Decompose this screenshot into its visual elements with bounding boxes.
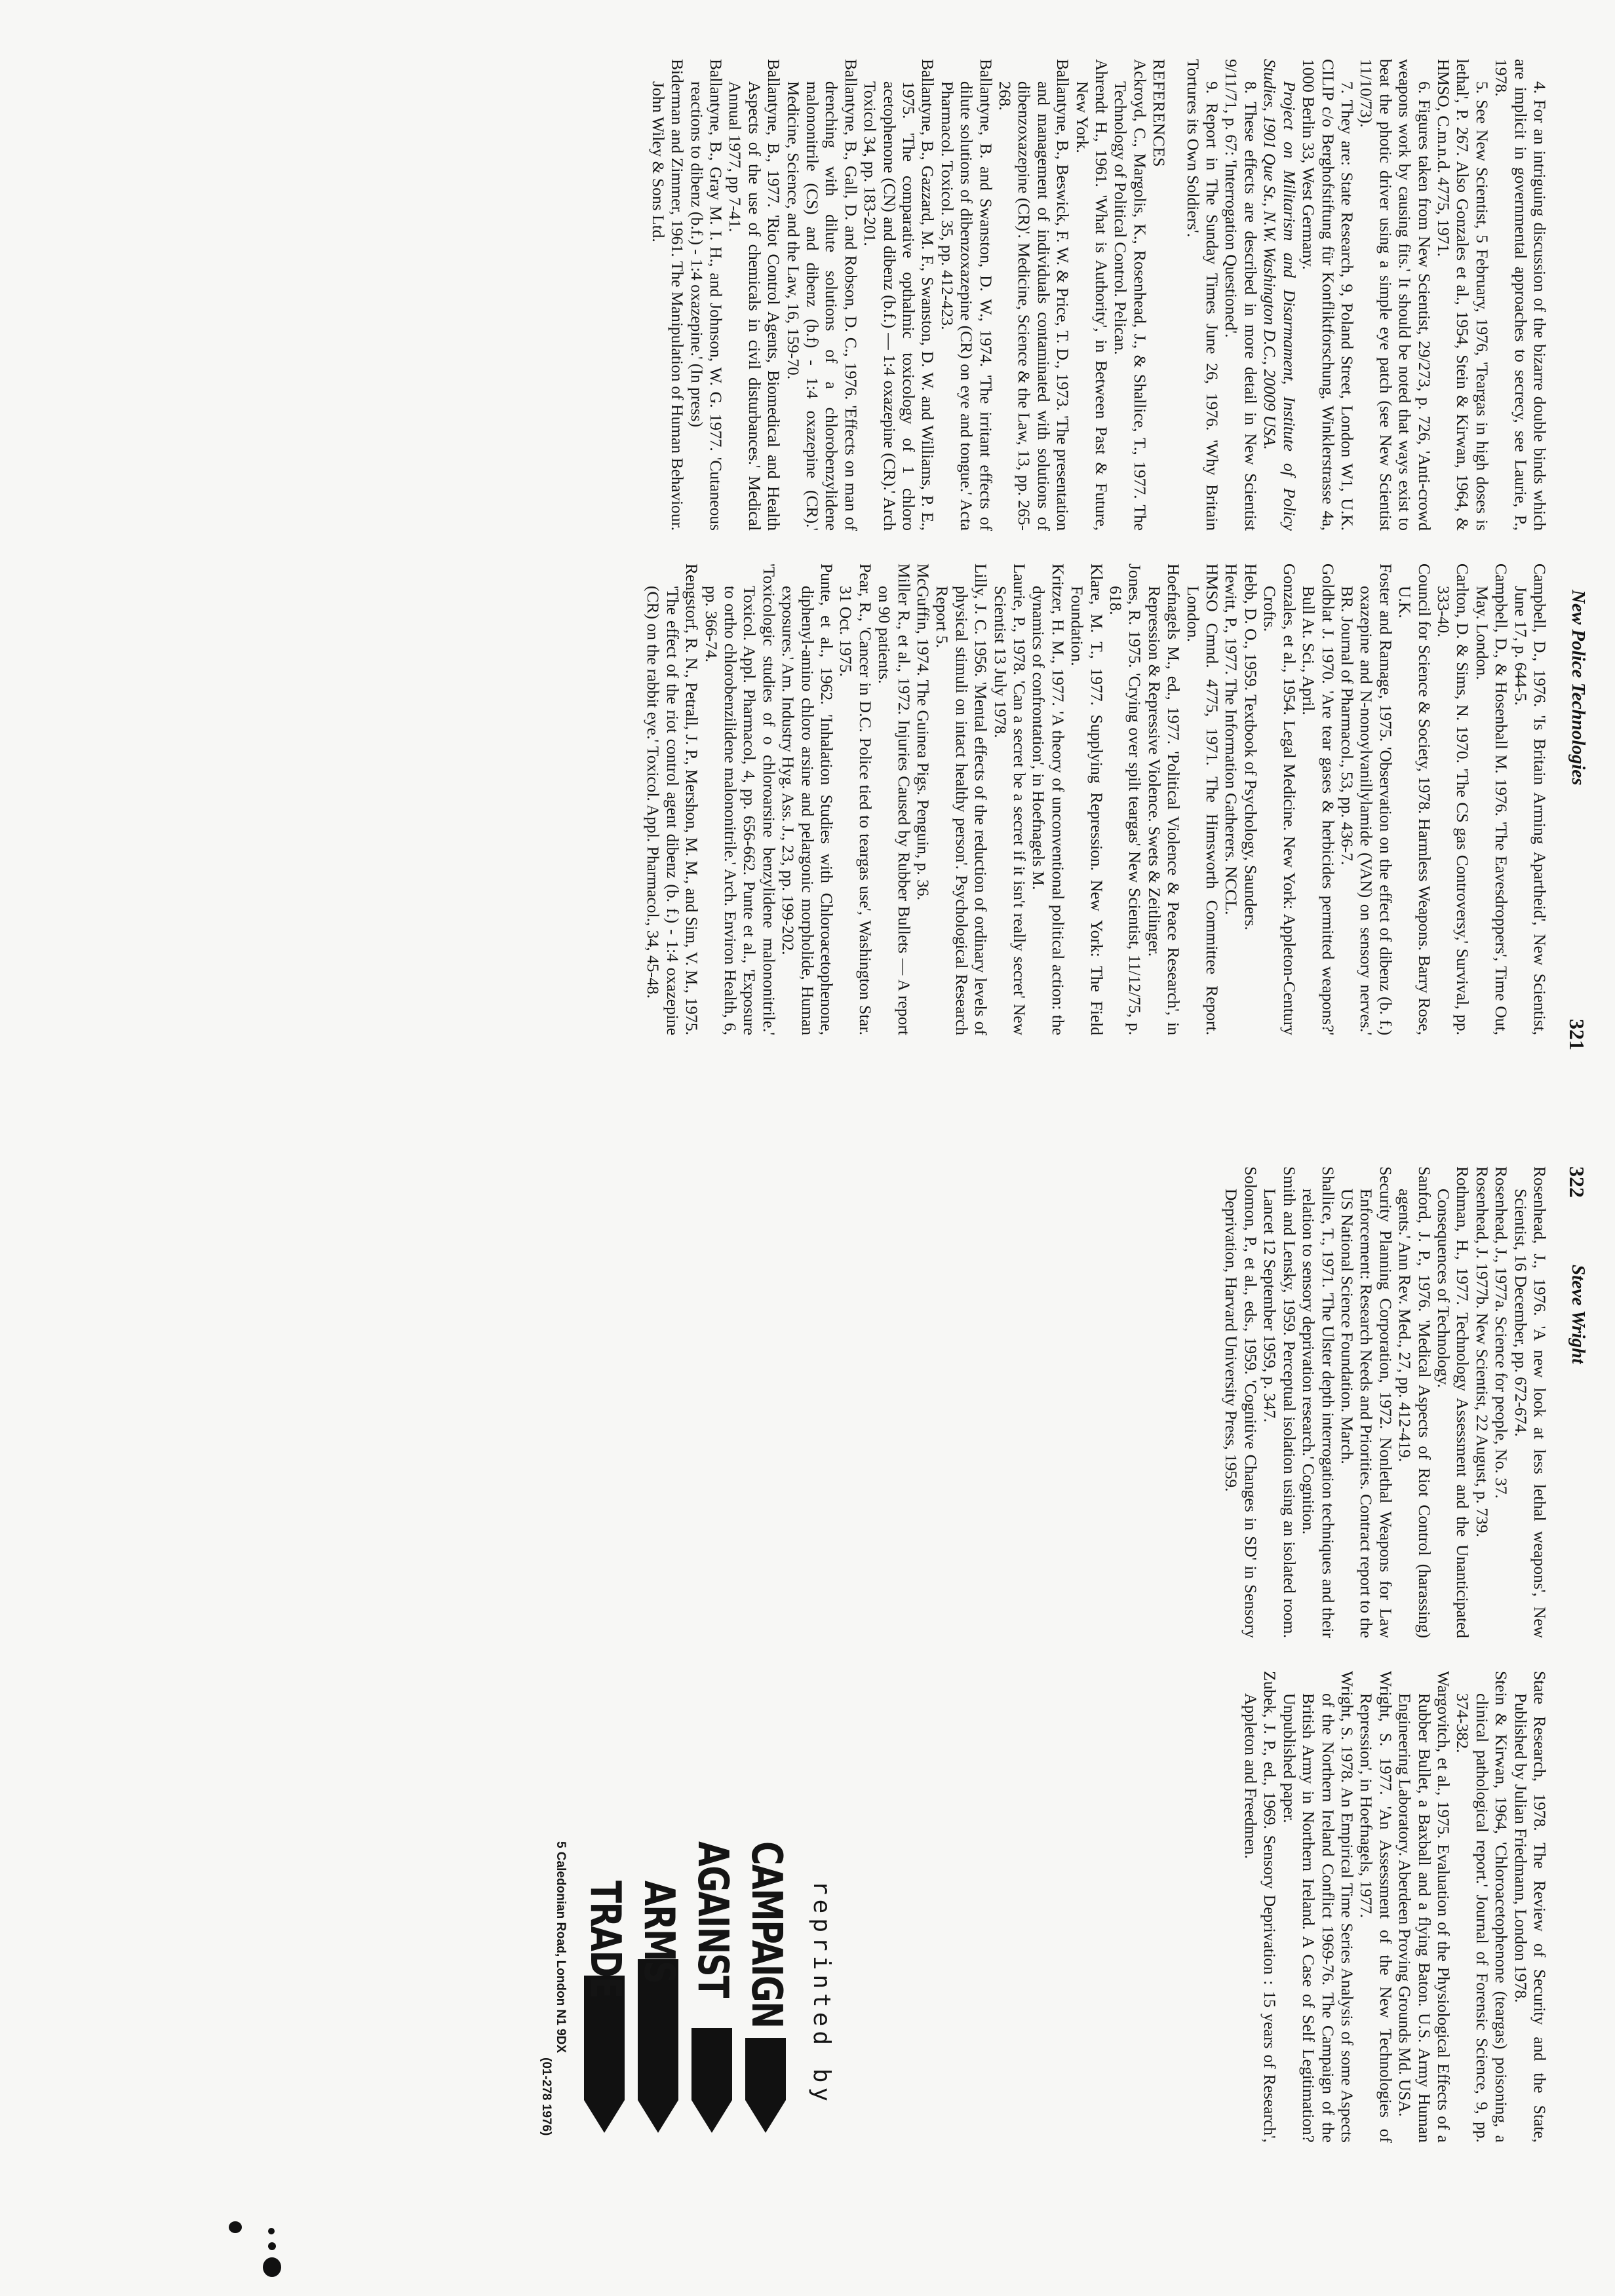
reference-entry: Ballantyne, B., Beswick, F. W. & Price, T. D., 1973. 'The presentation and management of individuals contaminated with solutions of dibenzoxazepine (CR)'. Medicine, Science & the Law, 13, pp. 265-268. [996, 59, 1073, 531]
running-head-left [1567, 590, 1589, 786]
references-heading: REFERENCES [1150, 59, 1169, 168]
references-column-4 [1241, 1671, 1550, 2143]
logo-line-1: CAMPAIGN [742, 1841, 790, 2028]
caat-address [539, 1841, 568, 2135]
reference-entry: Jones, R. 1975. 'Crying over spilt teargas' New Scientist, 11/12/75, p. 618. [1106, 564, 1145, 1035]
footnote: 5. See New Scientist, 5 February, 1976, 'Teargas in high doses is lethal', P. 267. Also Gonzales et al., 1954, Stein & Kirwan, 1964, & HMSO, C.m.n.d. 4775, 1971. [1433, 59, 1492, 531]
reference-entry: Rosenhead, J., 1976. 'A new look at less lethal weapons', New Scientist, 16 December, pp. 672-674. [1511, 1166, 1549, 1638]
phone-number: (01-278 1976) [539, 2057, 553, 2136]
logo-line-4: TRADE [581, 1881, 629, 1998]
reference-entry: Smith and Lensky, 1959. Perceptual isolation using an isolated room. Lancet 12 September 1959, p. 347. [1260, 1166, 1299, 1638]
address-line: 5 Caledonian Road, London N1 9DX [554, 1841, 568, 2054]
reference-entry: Sanford, J. P., 1976. 'Medical Aspects of Riot Control (harassing) agents.' Ann Rev. Med., 27, pp. 412-419. [1395, 1166, 1434, 1638]
reference-entry: Solomon, P., et al., eds., 1959. 'Cognitive Changes in SD' in Sensory Deprivation, Harvard University Press, 1959. [1222, 1166, 1260, 1638]
reference-entry: Goldblat J. 1970. 'Are tear gases & herbicides permitted weapons?' Bull At. Sci., April. [1299, 564, 1338, 1035]
footnote: 9. Report in The Sunday Times June 26, 1976. 'Why Britain Tortures its Own Soldiers'. [1183, 59, 1222, 531]
reference-entry: Shallice, T., 1971. 'The Ulster depth interrogation techniques and their relation to sensory deprivation research.' Cognition. [1299, 1166, 1338, 1638]
reference-entry: Zubek, J. P., ed., 1969. Sensory Deprivation : 15 years of Research', Appleton and Freedmen. [1241, 1671, 1280, 2143]
running-head-author: Steve Wright [1568, 1265, 1589, 1364]
reference-entry: Lilly, J. C. 1956. 'Mental effects of the reduction of ordinary levels of physical stimuli on intact healthy person'. Psychological Research Report 5. [933, 564, 991, 1035]
reference-entry: Punte, et al., 1962. 'Inhalation Studies with Chloroacetophenone, diphenyl-amino chloro arsine and pelargonic morpholide, Human exposures.' Am. Industry Hyg. Ass. J., 23, pp. 199-202. [779, 564, 836, 1035]
reference-entry: Ballantyne, B., Gazzard, M. F., Swanston, D. W. and Williams, P. E., 1975. 'The comparative opthalmic toxicology of 1 chloro acetophenone (CN) and dibenz (b.f.) — 1:4 oxazepine (CR).' Arch Toxicol 34, pp. 183-201. [861, 59, 938, 531]
logo-line-2: AGAINST [688, 1841, 737, 1997]
reference-entry: Hewitt, P., 1977. The Information Gatherers. NCCL. [1222, 564, 1241, 915]
footnote: 8. These effects are described in more detail in New Scientist 9/11/71, p. 67: 'Interrogation Questioned'. [1222, 59, 1260, 531]
reference-entry: Ballantyne, B., Gall, D. and Robson, D. C., 1976. 'Effects on man of drenching with dilute solutions of a chlorobenzylidene malononitrile (CS) and dibenz (b.f) - 1:4 oxazepine (CR).' Medicine, Science, and the Law, 16, 159-70. [783, 59, 861, 531]
reference-entry: Rengstorf, R. N., Petrall, J. P., Mershon, M. M., and Sim, V. M., 1975. 'The effect of the riot control agent dibenz (b. f.) - 1:4 oxazepine (CR) on the rabbit eye.' Toxicol. Appl. Pharmacol., 34, 45-48. [644, 564, 702, 1035]
page-number-left [1565, 1019, 1589, 1050]
reference-entry: Carlton, D. & Sims, N. 1970. 'The CS gas Controversy,' Survival, pp. 333-40. [1433, 564, 1473, 1035]
reference-entry: Ackroyd, C., Margolis, K., Rosenhead, J., & Shallice, T., 1977. The Technology of Political Control. Pelican. [1111, 59, 1150, 531]
reference-entry: McGuffin, 1974. The Guinea Pigs. Penguin, p. 36. [914, 564, 933, 900]
reference-entry: Gonzales, et al., 1954. Legal Medicine. New York: Appleton-Century Crofts. [1260, 564, 1299, 1035]
notes-column [648, 59, 1549, 531]
reference-entry: Ahrendt H., 1961. 'What is Authority', in Between Past & Future, New York. [1072, 59, 1112, 531]
reference-entry: Laurie, P., 1978. 'Can a secret be a secret if it isn't really secret' New Scientist 13 July 1978. [990, 564, 1030, 1035]
reference-entry: Pear, R., 'Cancer in D.C. Police tied to teargas use', Washington Star. 31 Oct. 1975. [836, 564, 875, 1035]
page-number: 322 [1565, 1166, 1589, 1198]
reference-entry: Wright, S. 1977. 'An Assessment of the New Technologies of Repression', in Hoefnagels, 1977. [1357, 1671, 1395, 2143]
reference-entry: State Research, 1978. The Review of Security and the State, Published by Julian Friedmann, London 1978. [1511, 1671, 1549, 2143]
page-number: 321 [1565, 1019, 1589, 1050]
caat-logo [576, 1841, 792, 2156]
reference-entry: Klare, M. T., 1977. Supplying Repression. New York: The Field Foundation. [1068, 564, 1106, 1035]
reference-entry: Campbell, D., & Hosenball M. 1976. 'The Eavesdroppers', Time Out, May. London. [1472, 564, 1511, 1035]
footnote: 4. For an intriguing discussion of the bizarre double binds which are implicit in governmental approaches to secrecy, see Laurie, P., 1978. [1492, 59, 1549, 531]
reference-entry: Ballantyne, B., 1977. 'Riot Control Agents, Biomedical and Health Aspects of the use of chemicals in civil disturbances.' Medical Annual 1977, pp 7-41. [726, 59, 784, 531]
reference-entry: Ballantyne, B. and Swanston, D. W., 1974. 'The irritant effects of dilute solutions of dibenzoxazepine (CR) on eye and tongue.' Acta Pharmacol. Toxicol. 35, pp. 412-423. [937, 59, 996, 531]
footnote: 7. They are: State Research, 9, Poland Street, London W1, U.K. CILIP c/o Berghofstiftung für Konfliktforschung, Winklerstrasse 4a, 1000 Berlin 33, West Germany. [1299, 59, 1357, 531]
reference-entry: Security Planning Corporation, 1972. Nonlethal Weapons for Law Enforcement: Research Needs and Priorities. Contract report to the US National Science Foundation. March. [1337, 1166, 1395, 1638]
reference-entry: Campbell, D., 1976. 'Is Britain Arming Apartheid', New Scientist, June 17, p. 644-5. [1511, 564, 1549, 1035]
page-number-right [1565, 1166, 1589, 1198]
reference-entry: Biderman and Zimmer, 1961. The Manipulation of Human Behaviour. John Wiley & Sons Ltd. [648, 59, 688, 531]
logo-line-3: ARMS [634, 1881, 683, 1983]
running-head-right [1567, 1265, 1589, 1364]
reference-entry: Miller R., et al., 1972. Injuries Caused by Rubber Bullets — A report on 90 patients. [875, 564, 914, 1035]
caat-stamp [514, 1828, 855, 2195]
reference-entry: Council for Science & Society, 1978. Harmless Weapons. Barry Rose, U.K. [1395, 564, 1434, 1035]
running-head-title: New Police Technologies [1568, 590, 1589, 786]
references-column-3 [1222, 1166, 1549, 1638]
reference-entry: Rosenhead, J. 1977b. New Scientist, 22 August, p. 739. [1472, 1166, 1492, 1537]
reference-entry: HMSO Cmnd. 4775, 1971. The Himsworth Committee Report. London. [1183, 564, 1222, 1035]
scan-specks [209, 2208, 288, 2293]
reference-entry: Rothman, H., 1977. Technology Assessment and the Unanticipated Consequences of Technology. [1433, 1166, 1473, 1638]
reprinted-by-label: reprinted by [808, 1881, 835, 2107]
reference-entry: Foster and Ramage, 1975. 'Observation on the effect of dibenz (b. f.) oxazepine and N-nonoylvanillylamide (VAN) on sensory nerves.' BR. Journal of Pharmacol., 53, pp. 436-7. [1337, 564, 1395, 1035]
reference-entry: 'Toxicologic studies of o chloroarsine benzylidene malononitrile.' Toxicol. Appl. Pharmacol, 4, pp. 656-662. Punte et al., 'Exposure to ortho chlorobenzilidene malononitrile.' Arch. Environ Health, 6, pp. 366-74. [701, 564, 779, 1035]
reference-entry: Hebb, D. O., 1959. Textbook of Psychology, Saunders. [1241, 564, 1260, 930]
reference-entry: Kritzer, H. M., 1977. 'A theory of unconventional political action: the dynamics of confrontation', in Hoefnagels M. [1029, 564, 1068, 1035]
reference-entry: Hoefnagels M., ed., 1977. 'Political Violence & Peace Research', in Repression & Repressive Violence. Swets & Zeitlinger. [1144, 564, 1184, 1035]
reference-entry: Rosenhead, J., 1977a. Science for people, No. 37. [1492, 1166, 1511, 1499]
reference-entry: Wargovitch, et al., 1975. Evaluation of the Physiological Effects of a Rubber Bullet, a Baxball and a flying Baton. U.S. Army Human Engineering Laboratory. Aberdeen Proving Grounds Md. USA. [1395, 1671, 1453, 2143]
footnote: 6. Figures taken from New Scientist, 29/273, p. 726, 'Anti-crowd weapons work by causing fits.' It should be noted that ways exist to beat the photic driver using a simple eye patch (see New Scientist 11/10/73). [1357, 59, 1434, 531]
references-column-2 [644, 564, 1549, 1035]
reference-entry: Ballantyne, B., Gray M. I. H., and Johnson, W. G. 1977. 'Cutaneous reactions to dibenz (b.f.) - 1:4 oxazepine.' (In press) [687, 59, 726, 531]
reference-entry: Wright, S. 1978. An Empirical Time Series Analysis of some Aspects of the Northern Ireland Conflict 1969-76. The Campaign of the British Army in Northern Ireland. A Case of Self Legitimation? Unpublished paper. [1279, 1671, 1357, 2143]
reference-entry: Stein & Kirwan, 1964, 'Chloroacetophenone (teargas) poisoning, a clinical pathological report.' Journal of Forensic Science, 9, pp. 374-382. [1453, 1671, 1511, 2143]
footnote: Project on Militarism and Disarmament, Institute of Policy Studies, 1901 Que St., N.W. Washington D.C., 20009 USA. [1260, 59, 1299, 531]
